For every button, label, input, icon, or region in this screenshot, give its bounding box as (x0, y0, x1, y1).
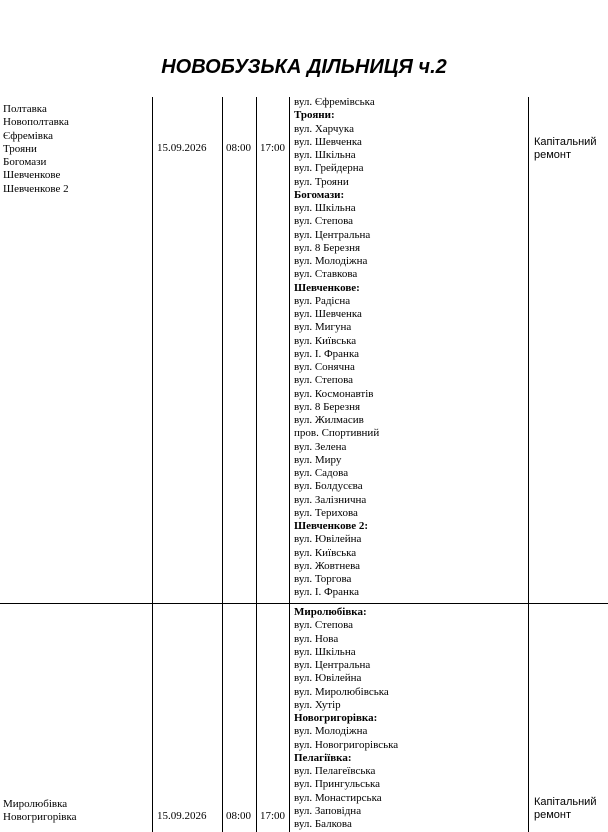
village-heading: Шевченкове: (294, 281, 360, 294)
street-item: вул. Степова (294, 619, 354, 632)
street-item: вул. Жилмасив (294, 414, 364, 426)
street-item: вул. Шкільна (294, 149, 356, 161)
street-item: вул. Радісна (294, 294, 351, 307)
street-item: вул. Прингульська (294, 778, 381, 791)
street-item: вул. Шкільна (294, 645, 356, 658)
street-item: вул. Молодіжна (294, 725, 368, 738)
start-time-cell: 08:00 (226, 810, 252, 822)
page-title: НОВОБУЗЬКА ДІЛЬНИЦЯ ч.2 (161, 56, 447, 78)
street-item: вул. Космонавтів (294, 387, 374, 400)
street-item: вул. Ювілейна (294, 672, 362, 685)
streets-cell-row1 (294, 96, 379, 600)
street-item: вул. 8 Березня (294, 241, 361, 254)
street-item: вул. Хутір (294, 698, 341, 711)
settlement-name: Єфремівка (3, 129, 54, 142)
settlement-name: Шевченкове (3, 169, 61, 182)
work-type-line: ремонт (534, 809, 572, 822)
col-divider (256, 97, 257, 832)
settlements-cell-row2 (3, 798, 77, 825)
work-type-cell (534, 796, 596, 823)
settlement-name: Миролюбівка (3, 798, 68, 810)
street-item: вул. Новогригорівська (294, 738, 399, 751)
street-item: вул. Трояни (294, 175, 349, 188)
street-item: вул. Заповідна (294, 804, 362, 817)
street-item: вул. Мигуна (294, 321, 352, 334)
village-heading: Трояни: (294, 109, 335, 122)
street-item: вул. 8 Березня (294, 400, 361, 413)
street-item: вул. Грейдерна (294, 162, 364, 175)
streets-cell-row2 (294, 606, 398, 831)
street-item: вул. І. Франка (294, 347, 360, 360)
street-item: вул. Ювілейна (294, 533, 362, 546)
street-item: вул. Ставкова (294, 268, 358, 281)
end-time-cell: 17:00 (260, 142, 286, 154)
street-item: вул. Єфремівська (294, 96, 375, 108)
date-cell: 15.09.2026 (157, 142, 207, 154)
street-item: вул. І. Франка (294, 586, 360, 599)
end-time-cell: 17:00 (260, 810, 286, 822)
street-item: вул. Центральна (294, 228, 371, 241)
settlements-cell-row1 (3, 103, 69, 196)
street-item: вул. Харчука (294, 122, 354, 135)
street-item: вул. Київська (294, 546, 357, 559)
work-type-line: Капітальний (534, 136, 597, 148)
col-divider (222, 97, 223, 832)
settlement-name: Новополтавка (3, 116, 69, 129)
street-item: вул. Залізнична (294, 493, 367, 506)
col-divider (528, 97, 529, 832)
village-heading: Новогригорівка: (294, 712, 378, 724)
street-item: вул. Молодіжна (294, 255, 368, 267)
street-item: вул. Нова (294, 632, 339, 645)
street-item: вул. Степова (294, 215, 354, 228)
street-item: вул. Шевченка (294, 308, 362, 320)
settlement-name: Богомази (3, 156, 47, 169)
work-type-line: Капітальний (534, 796, 597, 808)
street-item: пров. Спортивний (294, 427, 380, 440)
settlement-name: Полтавка (3, 103, 47, 115)
street-item: вул. Шевченка (294, 135, 362, 148)
settlement-name: Новогригорівка (3, 811, 77, 824)
village-heading: Пелагіївка: (294, 751, 352, 764)
street-item: вул. Жовтнева (294, 559, 361, 572)
street-item: вул. Центральна (294, 659, 371, 671)
village-heading: Шевченкове 2: (294, 520, 369, 532)
street-item: вул. Монастирська (294, 791, 382, 804)
street-item: вул. Зелена (294, 440, 347, 453)
street-item: вул. Терихова (294, 506, 358, 519)
street-item: вул. Сонячна (294, 361, 355, 373)
work-type-cell (534, 136, 596, 163)
street-item: вул. Київська (294, 334, 357, 347)
settlement-name: Шевченкове 2 (3, 182, 69, 195)
street-item: вул. Торгова (294, 573, 352, 585)
street-item: вул. Миролюбівська (294, 685, 389, 698)
col-divider (152, 97, 153, 832)
street-item: вул. Балкова (294, 818, 352, 830)
street-item: вул. Болдусєва (294, 480, 363, 493)
street-item: вул. Шкільна (294, 202, 356, 214)
settlement-name: Трояни (3, 142, 37, 155)
work-type-line: ремонт (534, 149, 572, 162)
row-divider (0, 603, 608, 604)
start-time-cell: 08:00 (226, 142, 252, 154)
village-heading: Миролюбівка: (294, 606, 367, 618)
street-item: вул. Миру (294, 453, 342, 466)
street-item: вул. Пелагеївська (294, 765, 376, 777)
village-heading: Богомази: (294, 188, 345, 201)
street-item: вул. Садова (294, 467, 349, 479)
date-cell: 15.09.2026 (157, 810, 207, 822)
col-divider (289, 97, 290, 832)
street-item: вул. Степова (294, 374, 354, 387)
